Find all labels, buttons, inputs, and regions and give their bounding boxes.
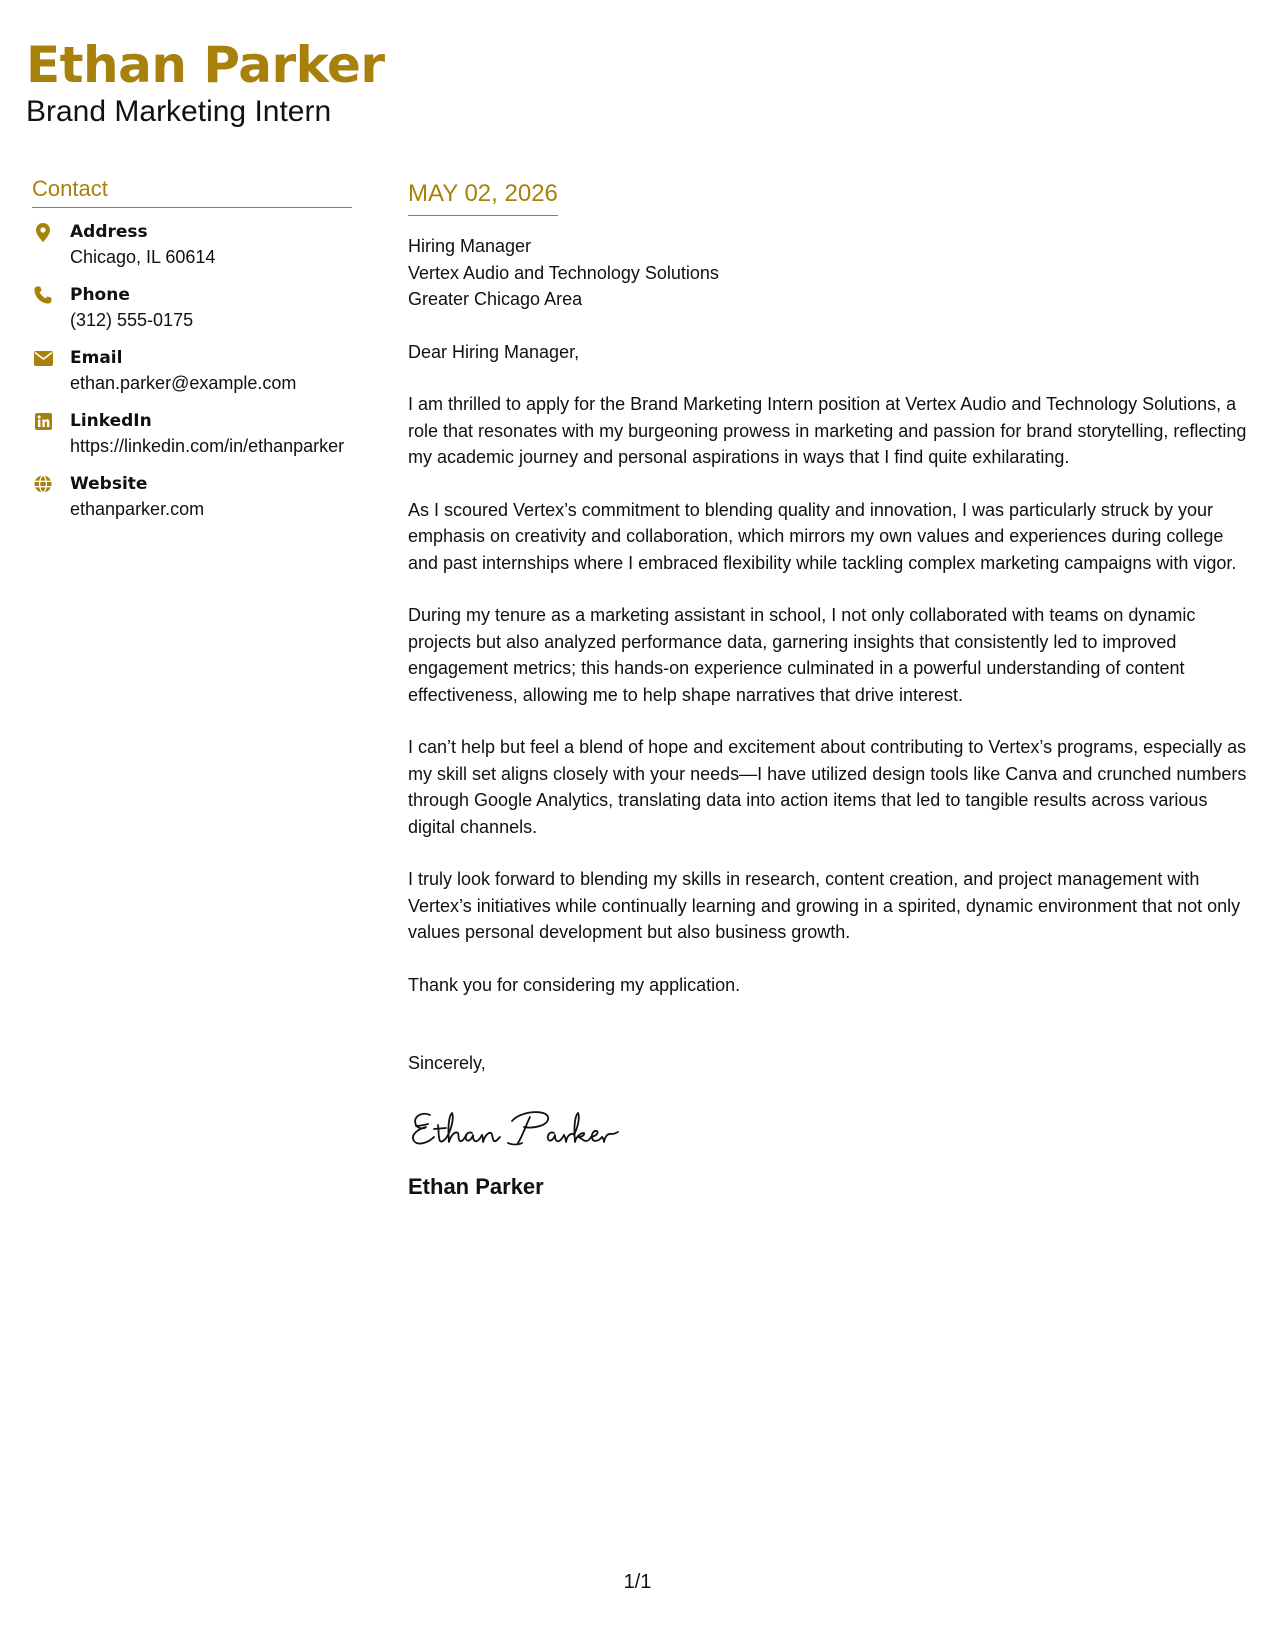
contact-item-linkedin [32,409,352,459]
recipient-location: Greater Chicago Area [408,289,583,309]
address-value: Chicago, IL 60614 [70,247,216,267]
phone-value: (312) 555-0175 [70,310,194,330]
linkedin-value[interactable]: https://linkedin.com/in/ethanparker [70,436,345,456]
cover-letter [408,178,1248,1201]
recipient-name: Hiring Manager [408,236,532,256]
contact-item-phone [32,283,352,333]
phone-label: Phone [70,285,130,305]
body-paragraph: I truly look forward to blending my skills in research, content creation, and project management with Vertex’s initiatives while continually learning and growing in a spirited, dynamic environment that not only values personal development but also business growth. [408,869,1241,942]
body-paragraph: I can’t help but feel a blend of hope and excitement about contributing to Vertex’s programs, especially as my skill set aligns closely with your needs—I have utilized design tools like Canva and crunched numbers through Google Analytics, translating data into action items that led to tangible results across various digital channels. [408,737,1247,837]
map-pin-icon [32,221,54,243]
handwritten-signature [408,1099,1248,1151]
email-value[interactable]: ethan.parker@example.com [70,373,297,393]
letter-date: MAY 02, 2026 [408,178,558,216]
globe-icon [32,473,54,495]
body-paragraph: Thank you for considering my application. [408,974,741,995]
contact-item-address [32,220,352,270]
linkedin-icon [32,410,54,432]
website-value[interactable]: ethanparker.com [70,499,205,519]
contact-item-website [32,472,352,522]
body-paragraph: I am thrilled to apply for the Brand Marketing Intern position at Vertex Audio and Technology Solutions, a role that resonates with my burgeoning prowess in marketing and passion for brand storytelling, reflecting my academic journey and personal aspirations in ways that I find quite exhilarating. [408,394,1247,467]
body-paragraph: As I scoured Vertex’s commitment to blending quality and innovation, I was particularly struck by your emphasis on creativity and collaboration, which mirrors my own values and experiences during college and past internships where I embraced flexibility while tackling complex marketing campaigns with vigor. [408,499,1237,573]
address-label: Address [70,222,148,242]
recipient-block [408,233,1248,313]
contact-list [32,220,352,522]
website-label: Website [70,474,148,494]
recipient-company: Vertex Audio and Technology Solutions [408,262,719,283]
email-label: Email [70,348,123,368]
applicant-name: Ethan Parker [26,36,385,94]
salutation: Dear Hiring Manager, [408,341,580,362]
contact-item-email [32,346,352,396]
page-number: 1/1 [623,1571,652,1593]
contact-sidebar [32,175,352,535]
signed-name: Ethan Parker [408,1173,544,1199]
body-paragraph: During my tenure as a marketing assistant in school, I not only collaborated with teams on dynamic projects but also analyzed performance data, garnering insights that consistently led to improved engagement metrics; this hands-on experience culminated in a powerful understanding of content effectiveness, allowing me to help shape narratives that drive interest. [408,605,1196,705]
contact-heading: Contact [32,175,352,208]
envelope-icon [32,347,54,369]
phone-icon [32,284,54,306]
applicant-title: Brand Marketing Intern [26,95,332,128]
linkedin-label: LinkedIn [70,411,152,431]
resume-header [26,36,385,130]
closing: Sincerely, [408,1053,486,1073]
